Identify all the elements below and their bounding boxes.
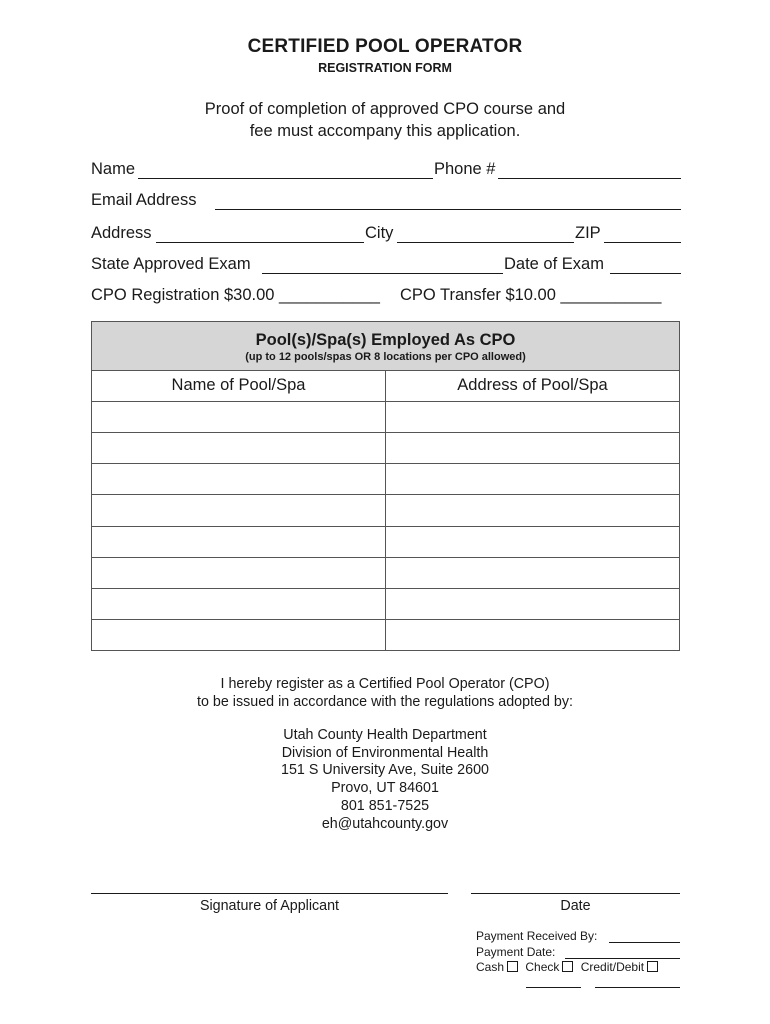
agency-email[interactable]: eh@utahcounty.gov (321, 815, 449, 832)
pool-address-cell[interactable] (386, 558, 679, 589)
payment-date-field[interactable] (565, 958, 680, 959)
cpo-transfer-fee[interactable]: CPO Transfer $10.00 ___________ (400, 286, 662, 304)
declaration-line-2: to be issued in accordance with the regulations adopted by: (197, 694, 573, 710)
payment-date-row (476, 945, 555, 959)
signature-label: Signature of Applicant (199, 898, 340, 914)
pool-name-cell[interactable] (92, 402, 385, 433)
exam-date-field[interactable] (610, 273, 681, 274)
payment-date-label: Payment Date: (476, 945, 556, 959)
city-field[interactable] (397, 242, 574, 243)
credit-checkbox[interactable] (647, 961, 658, 972)
pool-address-cell[interactable] (386, 589, 679, 620)
table-row (92, 432, 679, 463)
table-header (92, 322, 679, 371)
cpo-registration-fee[interactable]: CPO Registration $30.00 ___________ (91, 286, 380, 304)
form-title: CERTIFIED POOL OPERATOR (247, 36, 523, 57)
table-row (92, 401, 679, 432)
agency-division: Division of Environmental Health (281, 744, 489, 761)
pool-name-cell[interactable] (92, 527, 385, 558)
pool-name-cell[interactable] (92, 464, 385, 495)
payment-received-label: Payment Received By: (476, 929, 598, 943)
email-label: Email Address (91, 191, 197, 209)
exam-row (91, 255, 681, 277)
office-reference-field[interactable] (595, 987, 680, 988)
fee-notice-line-2: fee must accompany this application. (249, 122, 521, 140)
table-row (92, 619, 679, 650)
column-header-name: Name of Pool/Spa (171, 376, 306, 394)
pool-spa-table (91, 321, 680, 651)
table-row (92, 526, 679, 557)
fee-notice (0, 98, 770, 142)
column-header-address: Address of Pool/Spa (457, 376, 608, 394)
table-row (92, 494, 679, 525)
city-label: City (365, 224, 394, 242)
pool-address-cell[interactable] (386, 620, 679, 651)
payment-received-field[interactable] (609, 942, 680, 943)
name-label: Name (91, 160, 136, 178)
exam-label: State Approved Exam (91, 255, 251, 273)
credit-label: Credit/Debit (580, 960, 645, 974)
table-row (92, 463, 679, 494)
table-title: Pool(s)/Spa(s) Employed As CPO (255, 331, 516, 349)
name-phone-row (91, 160, 681, 182)
office-initials-field[interactable] (526, 987, 581, 988)
payment-received-row (476, 929, 597, 943)
payment-method-row (476, 960, 662, 974)
pool-name-cell[interactable] (92, 433, 385, 464)
agency-address-block (0, 727, 770, 833)
cash-label: Cash (476, 960, 505, 974)
cash-checkbox[interactable] (507, 961, 518, 972)
pool-address-cell[interactable] (386, 527, 679, 558)
table-row (92, 588, 679, 619)
address-field[interactable] (156, 242, 364, 243)
zip-field[interactable] (604, 242, 681, 243)
date-label: Date (560, 898, 591, 914)
check-label: Check (525, 960, 560, 974)
phone-field[interactable] (498, 178, 681, 179)
declaration (0, 675, 770, 711)
zip-label: ZIP (575, 224, 601, 242)
declaration-line-1: I hereby register as a Certified Pool Operator (CPO) (220, 676, 550, 692)
agency-street: 151 S University Ave, Suite 2600 (281, 762, 489, 779)
fee-row (91, 286, 681, 308)
pool-name-cell[interactable] (92, 558, 385, 589)
pool-address-cell[interactable] (386, 433, 679, 464)
check-checkbox[interactable] (562, 961, 573, 972)
email-field[interactable] (215, 209, 681, 210)
pool-name-cell[interactable] (92, 495, 385, 526)
pool-address-cell[interactable] (386, 402, 679, 433)
date-field[interactable] (471, 893, 680, 894)
fee-notice-line-1: Proof of completion of approved CPO course and (204, 100, 566, 118)
pool-address-cell[interactable] (386, 464, 679, 495)
address-label: Address (91, 224, 152, 242)
exam-field[interactable] (262, 273, 503, 274)
agency-city: Provo, UT 84601 (331, 780, 439, 797)
signature-field[interactable] (91, 893, 448, 894)
address-row (91, 224, 681, 246)
pool-name-cell[interactable] (92, 620, 385, 651)
table-note: (up to 12 pools/spas OR 8 locations per CPO allowed) (245, 351, 526, 363)
name-field[interactable] (138, 178, 433, 179)
pool-name-cell[interactable] (92, 589, 385, 620)
agency-name: Utah County Health Department (283, 727, 487, 743)
phone-label: Phone # (434, 160, 496, 178)
table-row (92, 557, 679, 588)
email-row (91, 191, 681, 213)
form-subtitle: REGISTRATION FORM (318, 61, 452, 75)
agency-phone: 801 851-7525 (340, 797, 430, 814)
pool-address-cell[interactable] (386, 495, 679, 526)
exam-date-label: Date of Exam (504, 255, 604, 273)
